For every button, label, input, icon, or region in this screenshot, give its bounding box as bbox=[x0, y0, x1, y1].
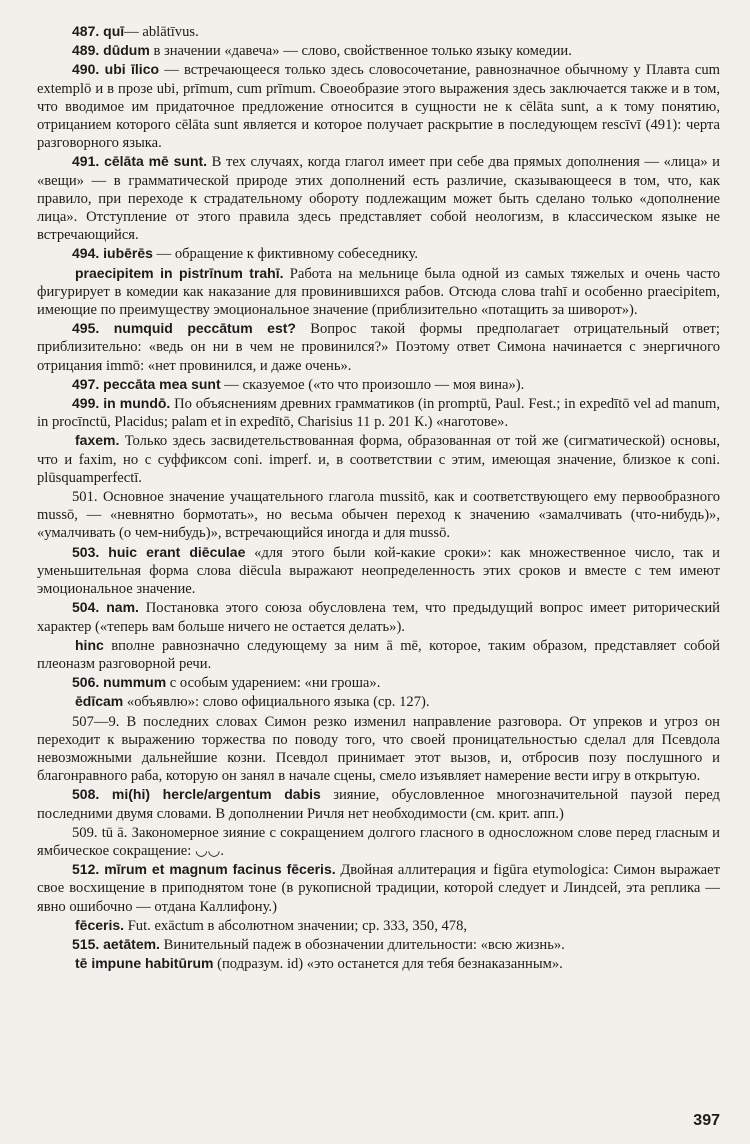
gloss: — встречающееся только здесь словосочетание, равнозначное обычному у Плавта cum extemplō и в прозе ubi, prīmum, cum prīmum. Своеобразие этого выражения здесь заключается также и в том, что вводимое им придаточное предложение относится в сущности не к cēlāta sunt, а к тому понятию, отрицанием которого cēlāta sunt является и которое получает раскрытие в последующем rescīvī (491): черта разговорного языка. bbox=[37, 62, 721, 152]
gloss: Вопрос такой формы предполагает отрицательный ответ; приблизительно: «ведь он ни в чем не провинился?» Поэтому ответ Симона начинается с энергичного отрицания immō: «нет провинился, и даже очень». bbox=[37, 321, 720, 374]
lemma: 499. in mundō. bbox=[72, 395, 171, 412]
entry-487 bbox=[37, 22, 720, 41]
entry-hinc bbox=[37, 636, 720, 673]
entry-512 bbox=[37, 860, 720, 916]
lemma: 497. peccāta mea sunt bbox=[72, 375, 221, 392]
entry-495 bbox=[37, 319, 720, 375]
lemma: ēdīcam bbox=[75, 693, 124, 710]
gloss: (подразум. id) «это останется для тебя безнаказанным». bbox=[213, 956, 563, 973]
gloss: В тех случаях, когда глагол имеет при себе два прямых дополнения — «лица» и «вещи» — в грамматической природе этих дополнений есть различие, сказывающееся в том, что, как правило, при переходе к страдательному обороту подлежащим может быть сделано только «дополнение лица». Отступление от этого правила здесь представляет собой неологизм, в классическом языке не встречающийся. bbox=[37, 154, 720, 244]
gloss: Двойная аллитерация и figūra etymologica: Симон выражает свое восхищение в приподнятом тоне (в рукописной традиции, которой следует и Линдсей, эта реплика — явно ошибочно — отдана Каллифону.) bbox=[37, 862, 720, 915]
gloss: Постановка этого союза обусловлена тем, что предыдущий вопрос имеет риторический характер («теперь вам больше ничего не остается делать»). bbox=[37, 600, 720, 635]
gloss: 501. Основное значение учащательного глагола mussitō, как и соответствующего ему первообразного mussō, — «невнятно бормотать», но весьма обычен переход к значению «замалчивать (что-нибудь)», «умалчивать (о чем-нибудь)», встречающийся иногда и для mussō. bbox=[37, 489, 720, 542]
gloss: Работа на мельнице была одной из самых тяжелых и очень часто фигурирует в комедии как наказание для провинившихся рабов. Отсюда слова trahī и особенно praecipitem, имеющие по преимуществу эмоциональное значение (приблизительно «потащить за шиворот»). bbox=[37, 265, 721, 319]
lemma: faxem. bbox=[75, 432, 120, 449]
commentary-text bbox=[37, 22, 720, 973]
entry-515 bbox=[37, 935, 720, 954]
entry-497 bbox=[37, 375, 720, 394]
entry-edicam bbox=[37, 692, 720, 711]
lemma: 504. nam. bbox=[72, 599, 139, 616]
gloss: — ablātīvus. bbox=[124, 24, 199, 40]
entry-feceris bbox=[37, 916, 720, 935]
entry-489 bbox=[37, 41, 720, 60]
page-number: 397 bbox=[693, 1112, 720, 1129]
entry-507 bbox=[37, 712, 720, 786]
lemma: 487. quī bbox=[72, 23, 125, 39]
entry-503 bbox=[37, 543, 720, 599]
gloss: с особым ударением: «ни гроша». bbox=[166, 675, 381, 692]
entry-praecipitem bbox=[37, 264, 720, 320]
gloss: вполне равнозначно следующему за ним ā mē, которое, таким образом, представляет собой плеоназм разговорной речи. bbox=[37, 637, 720, 672]
lemma: 508. mi(hi) hercle/argentum dabis bbox=[72, 786, 321, 803]
gloss: По объяснениям древних грамматиков (in promptū, Paul. Fest.; in expedītō vel ad manum, in procīnctū, Placidus; palam et in expedītō, Charisius 11 p. 201 К.) «наготове». bbox=[37, 396, 720, 431]
gloss: — обращение к фиктивному собеседнику. bbox=[152, 246, 418, 263]
lemma: 515. aetātem. bbox=[72, 935, 160, 952]
entry-494 bbox=[37, 244, 720, 263]
entry-506 bbox=[37, 673, 720, 692]
gloss: зияние, обусловленное многозначительной паузой перед последними двумя словами. В дополнении Ричля нет необходимости (см. крит. апп.) bbox=[37, 787, 720, 822]
gloss: в значении «давеча» — слово, свойственное только языку комедии. bbox=[149, 43, 572, 60]
gloss: — сказуемое («то что произошло — моя вина»). bbox=[220, 376, 525, 393]
entry-faxem bbox=[37, 431, 720, 487]
lemma: 512. mīrum et magnum facinus fēceris. bbox=[72, 861, 336, 878]
lemma: 503. huic erant diēculae bbox=[72, 543, 246, 560]
entry-501 bbox=[37, 487, 720, 543]
lemma: 491. cēlāta mē sunt. bbox=[72, 153, 208, 170]
entry-509 bbox=[37, 823, 720, 860]
entry-490 bbox=[37, 60, 720, 152]
gloss: «объявлю»: слово официального языка (ср. 127). bbox=[123, 694, 430, 711]
entry-499 bbox=[37, 394, 720, 431]
lemma: 490. ubi īlico bbox=[72, 61, 160, 78]
lemma: hinc bbox=[75, 636, 104, 653]
gloss: Только здесь засвидетельствованная форма, образованная от той же (сигматической) основы, что и faxim, но с суффиксом coni. imperf. и, в соответствии с этим, имеющая значение, близкое к coni. plūsquamperfectī. bbox=[37, 433, 720, 486]
entry-508 bbox=[37, 785, 720, 822]
lemma: 494. iubērēs bbox=[72, 245, 153, 262]
gloss: Fut. exāctum в абсолютном значении; ср. 333, 350, 478, bbox=[124, 917, 468, 934]
lemma: fēceris. bbox=[75, 916, 125, 933]
lemma: tē impune habitūrum bbox=[75, 955, 214, 972]
lemma: praecipitem in pistrīnum trahī. bbox=[75, 264, 284, 281]
lemma: 495. numquid peccātum est? bbox=[72, 320, 296, 337]
gloss: Винительный падеж в обозначении длительности: «всю жизнь». bbox=[159, 936, 565, 953]
gloss: 509. tū ā. Закономерное зияние с сокращением долгого гласного в односложном слове перед гласным и ямбическое сокращение: ◡◡. bbox=[37, 824, 720, 859]
gloss: «для этого были кой-какие сроки»: как множественное число, так и уменьшительная форма слова diēcula выражают неопределенность этих сроков и вместе с тем имеют эмоциональное значение. bbox=[37, 544, 720, 598]
gloss: 507—9. В последних словах Симон резко изменил направление разговора. От упреков и угроз он переходит к выражению торжества по поводу того, что своей проницательностью сделал для Псевдола невозможными дальнейшие козни. Псевдол принимает этот вызов, и, отбросив позу послушного и благонравного раба, которую он занял в начале сцены, смело изъявляет намерение вести игру в открытую. bbox=[37, 713, 720, 785]
lemma: 506. nummum bbox=[72, 674, 167, 691]
entry-te-impune bbox=[37, 954, 720, 973]
entry-491 bbox=[37, 152, 720, 244]
lemma: 489. dūdum bbox=[72, 42, 150, 59]
entry-504 bbox=[37, 598, 720, 635]
